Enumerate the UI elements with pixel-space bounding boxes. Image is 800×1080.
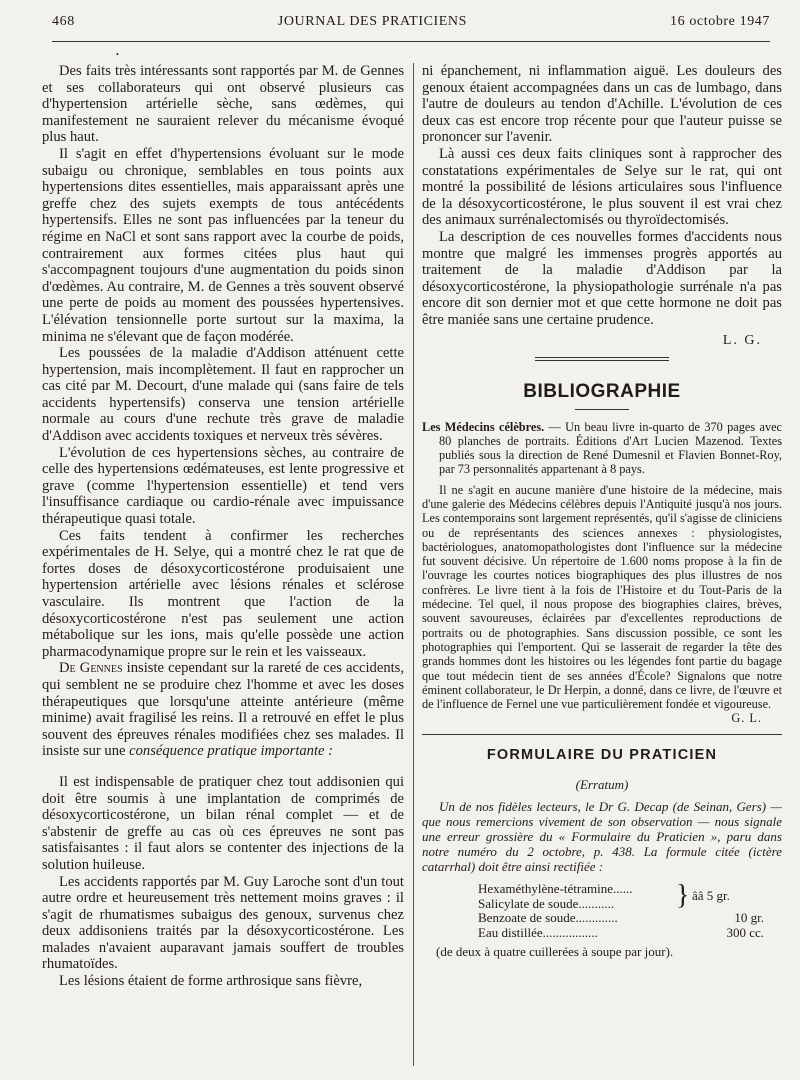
left-paragraph-4: L'évolution de ces hypertensions sèches, au contraire de celle des hypertensions œdémateuses, est lente progressive et grave (comme l'hypertension essentielle) et tend vers l'insuffisance cardiaque ou cardio-rénale avec impuissance thérapeutique quasi totale. xyxy=(42,444,404,528)
dosage-note: (de deux à quatre cuillerées à soupe par jour). xyxy=(436,944,674,960)
author-name: De Gennes xyxy=(59,660,123,677)
left-paragraph-6-italic: conséquence pratique importante : xyxy=(129,743,334,760)
journal-title: JOURNAL DES PRATICIENS xyxy=(277,14,468,29)
prescription-formula xyxy=(478,882,782,940)
formula-shared-dose: ââ 5 gr. xyxy=(692,888,730,904)
brace-icon: } xyxy=(676,880,690,912)
left-paragraph-9: Les lésions étaient de forme arthrosique sans fièvre, xyxy=(59,973,363,990)
column-divider xyxy=(413,63,414,1066)
formula-row xyxy=(478,926,782,941)
formulaire-rule xyxy=(422,734,782,735)
left-paragraph-1: Des faits très intéressants sont rapportés par M. de Gennes et ses collaborateurs qui ont observé plusieurs cas d'hypertension artérielle sèche, sans œdèmes, qui manifestement ne sauraient relever du mécanisme évoqué plus haut. xyxy=(42,63,404,146)
bibliography-title: BIBLIOGRAPHIE xyxy=(523,380,681,402)
erratum-label: (Erratum) xyxy=(575,777,629,793)
bibliography-entry xyxy=(422,420,782,477)
formulaire-title: FORMULAIRE DU PRATICIEN xyxy=(486,747,718,764)
left-column xyxy=(42,63,404,990)
page-header xyxy=(52,14,770,40)
right-paragraph-2: Là aussi ces deux faits cliniques sont à rapprocher des constatations expérimentales de Selye sur le rat, qui ont montré la possibilité de lésions articulaires sous l'influence de la désoxycorticostérone, le plus souvent il est vrai chez des animaux surrénalectomisés ou thyroïdectomisés. xyxy=(422,145,782,229)
page-number: 468 xyxy=(52,14,75,29)
formula-quantity: 10 gr. xyxy=(734,910,764,926)
formula-ingredient: Salicylate de soude........... xyxy=(478,895,615,911)
left-paragraph-6 xyxy=(42,660,404,760)
left-paragraph-8: Les accidents rapportés par M. Guy Laroche sont d'un tout autre ordre et heureusement très nettement moins graves : il s'agit de rhumatismes subaigus des genoux, survenus chez deux addisoniens traités par la désoxycorticostérone. Les malades n'avaient auparavant jamais souffert de troubles rhumatoïdes. xyxy=(42,873,404,973)
left-paragraph-2: Il s'agit en effet d'hypertensions évoluant sur le mode subaigu ou chronique, semblables en tous points aux hypertensions dites essentielles, mais apparaissant après une greffe chez des sujets exempts de tous antécédents hypertensifs. Elles ne sont pas influencées par la teneur du régime en NaCl et sont sans rapport avec la courbe de poids, contrairement aux formes citées plus haut qui s'accompagnent toujours d'une augmentation du poids sinon d'œdèmes. Au contraire, M. de Gennes a très souvent observé une perte de poids au moment des poussées hypertensives. L'élévation tensionnelle porte surtout sur la maxima, la minima ne s'élevant que de façon modérée. xyxy=(42,145,404,345)
formula-ingredient: Hexaméthylène-tétramine...... xyxy=(478,881,633,897)
formula-row xyxy=(478,911,782,926)
erratum-text: Un de nos fidèles lecteurs, le Dr G. Decap (de Seinan, Gers) — que nous remercions vivement de son observation — nous signale une erreur grossière du « Formulaire du Praticien », paru dans notre numéro du 2 octobre, p. 438. La formule citée (ictère catarrhal) doit être ainsi rectifiée : xyxy=(422,799,782,875)
right-paragraph-1: ni épanchement, ni inflammation aiguë. Les douleurs des genoux étaient accompagnées dans un cas de lumbago, dans l'autre de douleurs au tendon d'Achille. L'évolution de ces deux cas est encore trop récente pour que l'auteur puisse se prononcer sur l'avenir. xyxy=(422,63,782,146)
bibliography-review: Il ne s'agit en aucune manière d'une histoire de la médecine, mais d'une galerie des Médecins célèbres depuis l'Antiquité jusqu'à nos jours. Les contemporains sont largement représentés, qu'il s'agisse de cliniciens ou de représentants des sciences annexes : physiologistes, bactériologues, anatomopathologistes dont l'influence sur la médecine fut souvent décisive. Un répertoire de 1.600 noms propose à la fin de l'ouvrage les courtes notices biographiques des plus illustres de nos confrères. Le livre tient à la fois de l'Histoire et du Tout-Paris de la médecine. Tel quel, il nous propose des biographies claires, brèves, souvent savoureuses, éclairées par d'excellentes reproductions de portraits ou de photographies. Sans discussion possible, ce sont les photographies qui l'emportent. Qui se lasserait de regarder la tête des grands hommes dont les histoires ou les légendes font partie du bagage que tout médecin tient de ses années d'École? Signalons que notre éminent collaborateur, le Dr Herpin, a donné, dans ce livre, de l'œuvre et de l'influence de Fernel une vue particulièrement fondée et vigoureuse. xyxy=(422,482,782,712)
article-signature: L. G. xyxy=(722,332,762,348)
issue-date: 16 octobre 1947 xyxy=(670,14,770,29)
stray-dot: • xyxy=(116,50,119,59)
right-paragraph-3: La description de ces nouvelles formes d'accidents nous montre que malgré les immenses progrès apportés au traitement de la maladie d'Addison par la désoxycorticostérone, la physiopathologie surrénale n'a pas encore dit son dernier mot et que cette hormone ne doit pas être maniée sans une certaine prudence. xyxy=(422,228,782,328)
formula-ingredient: Benzoate de soude............. xyxy=(478,910,618,926)
formula-quantity: 300 cc. xyxy=(726,924,764,940)
formula-row xyxy=(478,882,782,897)
formula-ingredient: Eau distillée................. xyxy=(478,924,598,940)
bibliography-entry-text: — Un beau livre in-quarto de 370 pages avec 80 planches de portraits. Éditions d'Art Lucien Mazenod. Textes publiés sous la direction de René Dumesnil et Flavien Bonnet-Roy, par 73 personnalités appartenant à 8 pays. xyxy=(439,419,783,477)
formula-row xyxy=(478,897,782,912)
bibliography-book-title: Les Médecins célèbres. xyxy=(422,419,545,434)
right-column xyxy=(422,63,782,960)
left-paragraph-3: Les poussées de la maladie d'Addison atténuent cette hypertension, mais incomplètement. Il faut en rapprocher un cas cité par M. Decourt, d'une malade qui (sans faire de tels accidents hypertensifs) conserva une tension artérielle normale au cours d'une rechute très grave de maladie d'Addison avec accidents toxiques et nerveux très sévères. xyxy=(42,345,404,445)
section-rule xyxy=(535,357,669,361)
header-rule xyxy=(52,41,770,42)
bibliography-rule xyxy=(575,409,629,410)
left-paragraph-6-text: insiste cependant sur la rareté de ces accidents, qui semblent ne se produire chez l'homme et avec les doses thérapeutiques que lorsqu'une atteinte antérieure (même minime) avait fragilisé les reins. Il a retrouvé en effet le plus souvent des épreuves rénales modifiées chez ses malades. Il insiste sur une xyxy=(42,660,404,760)
left-paragraph-5: Ces faits tendent à confirmer les recherches expérimentales de H. Selye, qui a montré chez le rat que de fortes doses de désoxycorticostérone produisaient une hypertension artérielle avec lésions rénales et sclérose vasculaire. Ils montrent que l'action de la désoxycorticostérone n'est pas seulement une action métabolique sur les ions, mais qu'elle possède une action pharmacodynamique propre sur le rein et les vaisseaux. xyxy=(42,527,404,660)
left-paragraph-7: Il est indispensable de pratiquer chez tout addisonien qui doit être soumis à une implantation de comprimés de désoxycorticostérone, un bilan rénal complet — et de s'abstenir de greffe au cas où ces épreuves ne sont pas satisfaisantes : il faut alors se contenter des injections de la solution huileuse. xyxy=(42,773,404,873)
bibliography-signature: G. L. xyxy=(731,711,762,726)
